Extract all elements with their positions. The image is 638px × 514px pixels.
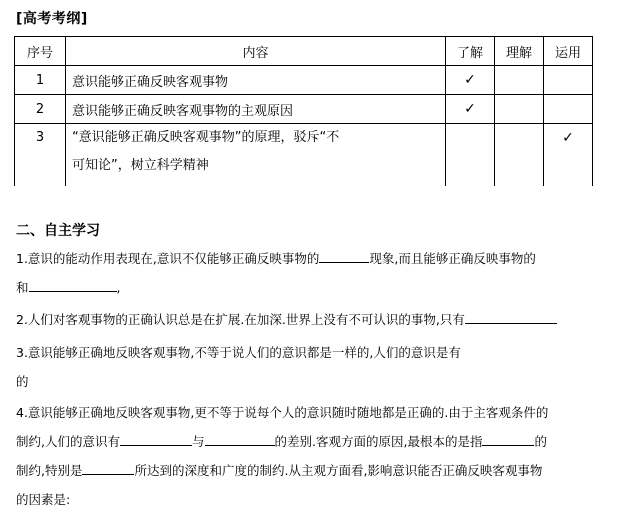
row-content: 意识能够正确反映客观事物 <box>66 66 446 95</box>
item-text: 所达到的深度和广度的制约.从主观方面看,影响意识能否正确反映客观事物 <box>134 463 543 478</box>
item-text: 制约,人们的意识有 <box>16 434 120 449</box>
table-row <box>15 124 593 187</box>
check-mark: ✓ <box>446 95 495 124</box>
table-row <box>15 95 593 124</box>
item-text: 的 <box>16 374 29 389</box>
row-seq: 1 <box>15 66 66 95</box>
item-3 <box>16 338 636 396</box>
item-4 <box>16 398 636 514</box>
item-text: 4.意识能够正确地反映客观事物,更不等于说每个人的意识随时随地都是正确的.由于主客观条件的 <box>16 405 549 420</box>
item-2 <box>16 305 636 334</box>
header-comprehend: 理解 <box>495 37 544 66</box>
item-text: 3.意识能够正确地反映客观事物,不等于说人们的意识都是一样的,人们的意识是有 <box>16 345 461 360</box>
item-text: 现象,而且能够正确反映事物的 <box>369 251 536 266</box>
syllabus-table <box>14 36 593 186</box>
item-text: , <box>116 280 121 295</box>
answer-blank[interactable] <box>465 309 557 324</box>
row-comprehend <box>495 124 544 187</box>
row-comprehend <box>495 66 544 95</box>
answer-blank[interactable] <box>482 431 534 446</box>
row-content-line1: “意识能够正确反映客观事物”的原理，驳斥“不 <box>72 130 340 145</box>
section-title: 二、自主学习 <box>16 223 100 239</box>
answer-blank[interactable] <box>120 431 192 446</box>
header-seq: 序号 <box>15 37 66 66</box>
row-apply <box>544 66 593 95</box>
answer-blank[interactable] <box>319 248 369 263</box>
answer-blank[interactable] <box>205 431 275 446</box>
row-understand <box>446 124 495 187</box>
row-seq: 3 <box>15 124 66 187</box>
page-heading: [高考考纲] <box>16 11 88 27</box>
item-text: 2.人们对客观事物的正确认识总是在扩展.在加深.世界上没有不可认识的事物,只有 <box>16 312 465 327</box>
table-header-row <box>15 37 593 66</box>
item-text: 和 <box>16 280 29 295</box>
row-comprehend <box>495 95 544 124</box>
header-understand: 了解 <box>446 37 495 66</box>
item-text: 的 <box>534 434 547 449</box>
item-text: 1.意识的能动作用表现在,意识不仅能够正确反映事物的 <box>16 251 320 266</box>
item-text: 的差别.客观方面的原因,最根本的是指 <box>274 434 483 449</box>
row-content: 意识能够正确反映客观事物的主观原因 <box>66 95 446 124</box>
item-text: 与 <box>191 434 205 449</box>
check-mark: ✓ <box>544 124 593 187</box>
row-apply <box>544 95 593 124</box>
answer-blank[interactable] <box>29 277 117 292</box>
row-content-line2: 可知论”，树立科学精神 <box>72 158 209 173</box>
answer-blank[interactable] <box>82 460 134 475</box>
header-apply: 运用 <box>544 37 593 66</box>
item-1 <box>16 244 636 302</box>
item-text: 的因素是: <box>16 492 71 507</box>
row-content <box>66 124 446 187</box>
item-text: 制约,特别是 <box>16 463 83 478</box>
check-mark: ✓ <box>446 66 495 95</box>
header-content: 内容 <box>66 37 446 66</box>
row-seq: 2 <box>15 95 66 124</box>
table-row <box>15 66 593 95</box>
